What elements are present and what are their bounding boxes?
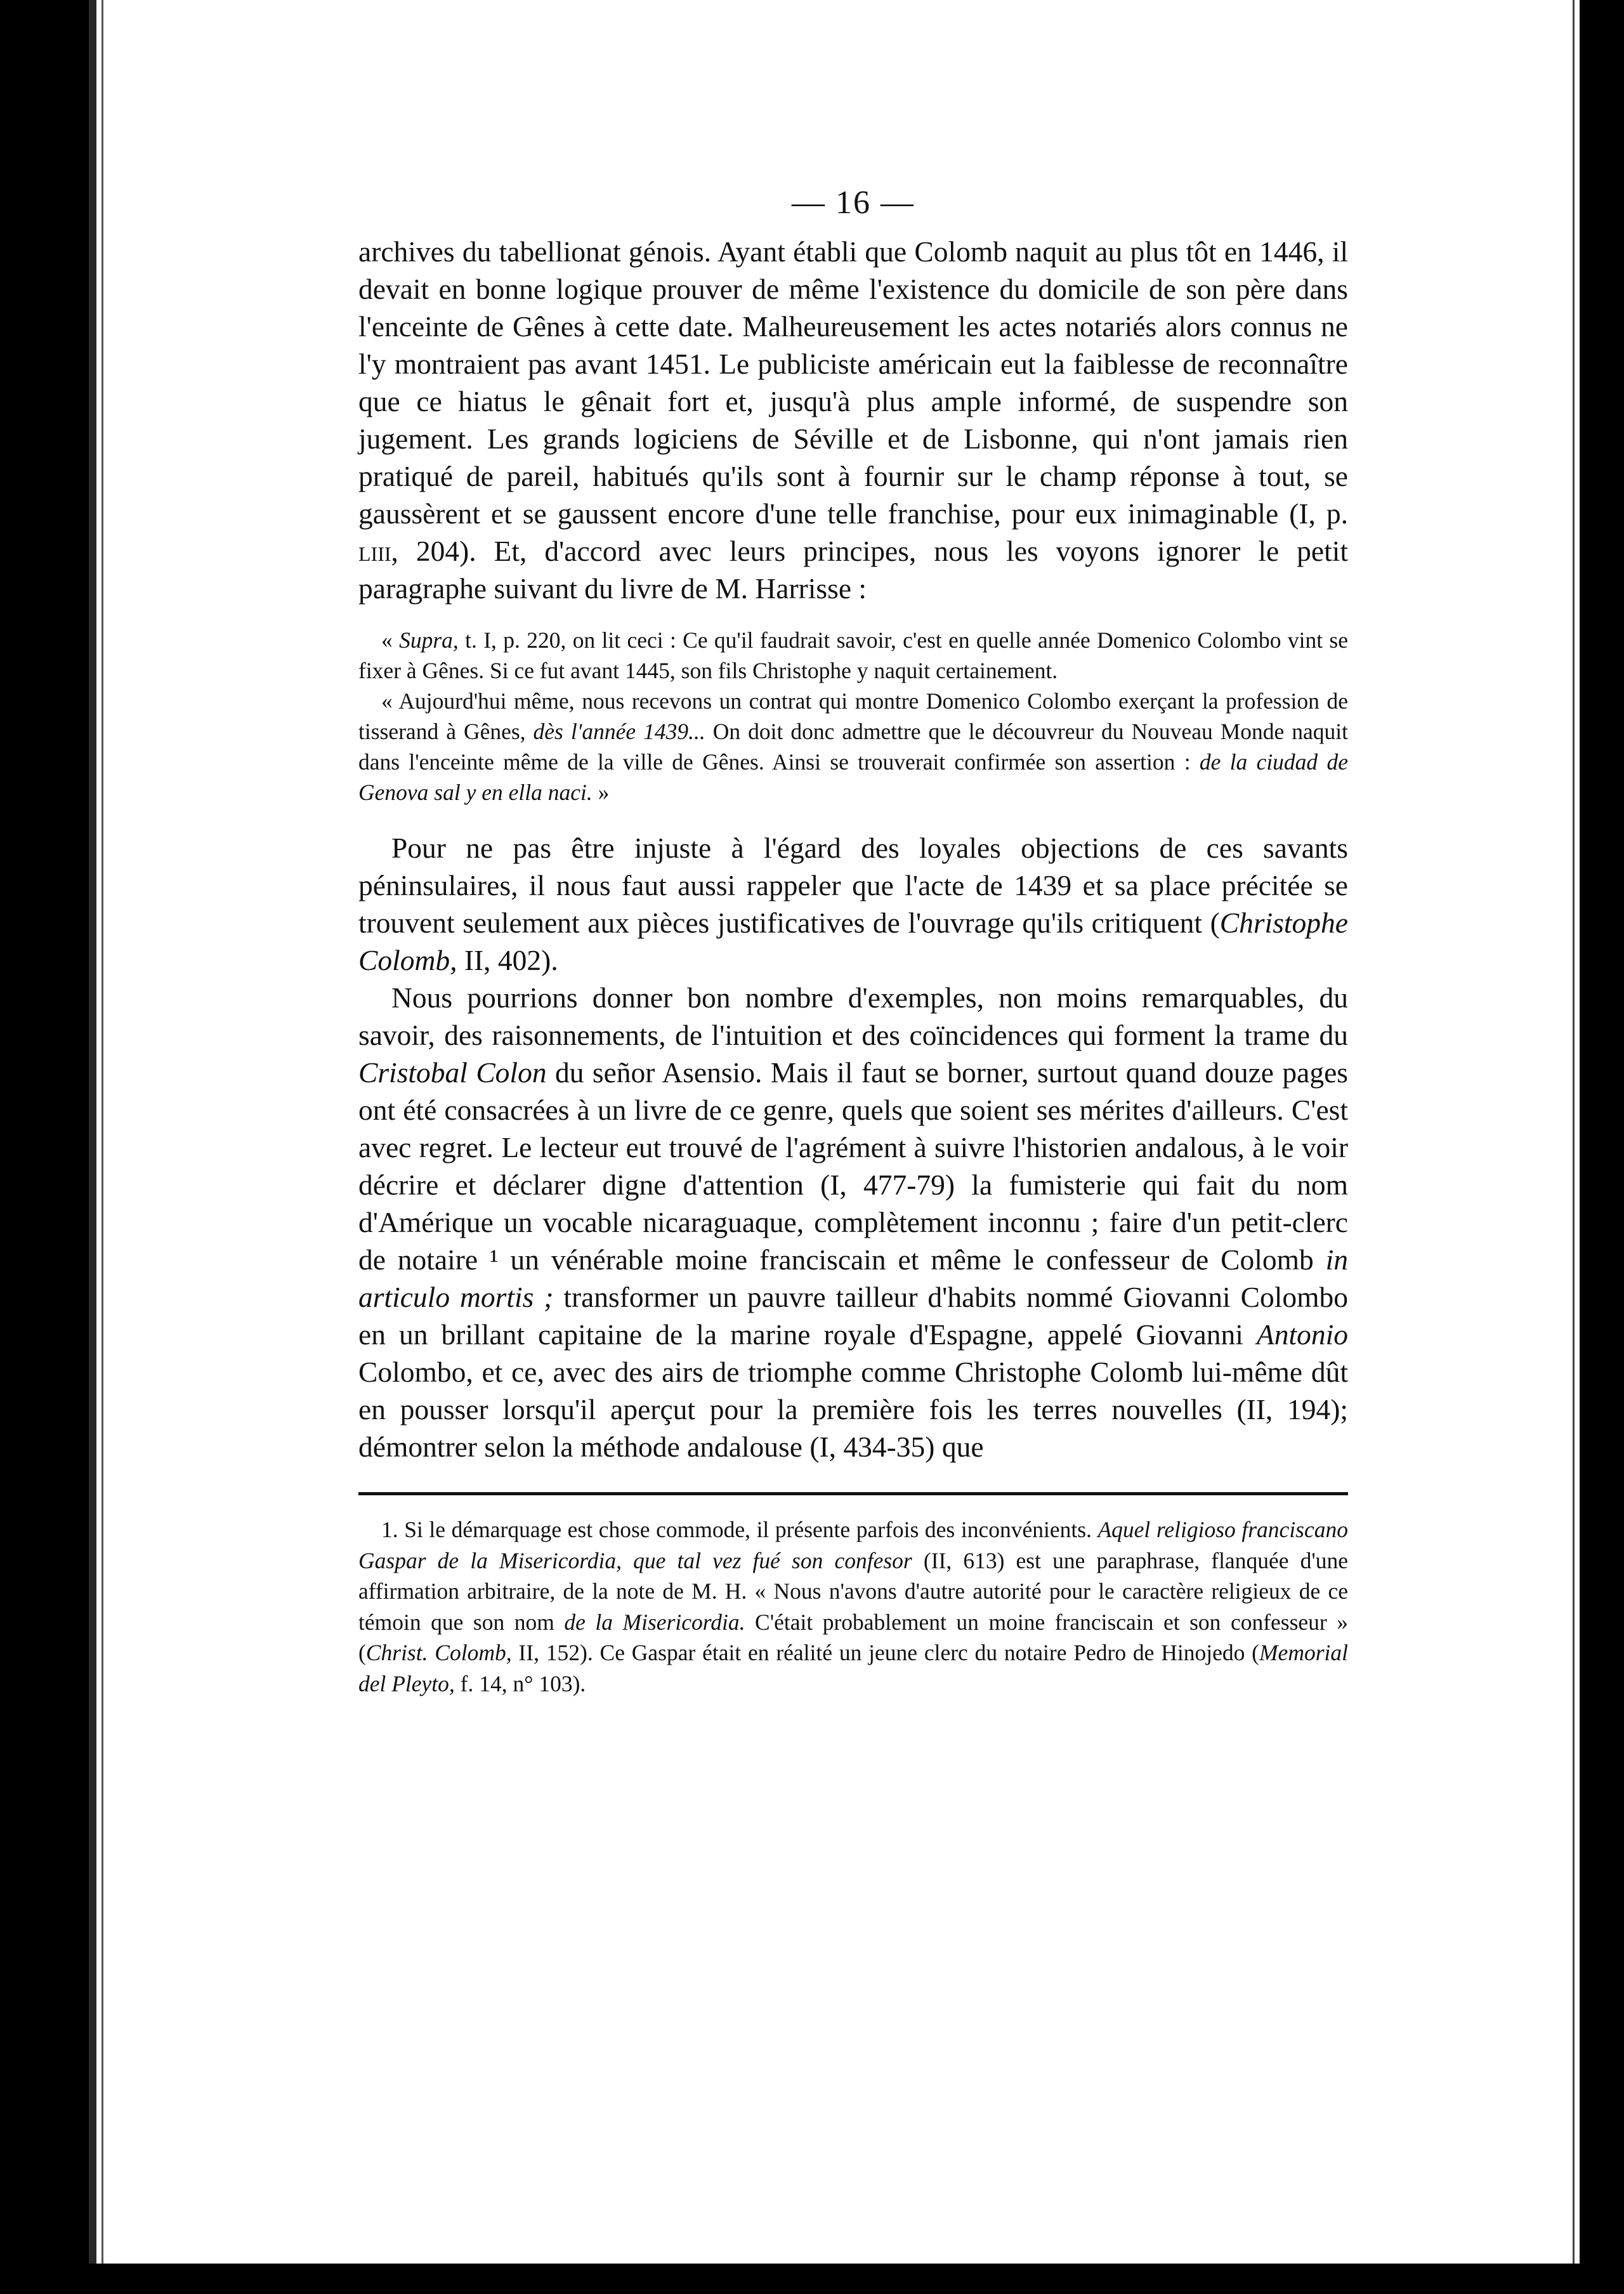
paragraph-3: Nous pourrions donner bon nombre d'exemples, non moins remarquables, du savoir, des raisonnements, de l'intuition et des coïncidences qui forment la trame du Cristobal Colon du señor Asensio. Mais il faut se borner, surtout quand douze pages ont été consacrées à un livre de ce genre, quels que soient ses mérites d'ailleurs. C'est avec regret. Le lecteur eut trouvé de l'agrément à suivre l'historien andalous, à le voir décrire et déclarer digne d'attention (I, 477-79) la fumisterie qui fait du nom d'Amérique un vocable nicaraguaque, complètement inconnu ; faire d'un petit-clerc de notaire ¹ un vénérable moine franciscain et même le confesseur de Colomb in articulo mortis ; transformer un pauvre tailleur d'habits nommé Giovanni Colombo en un brillant capitaine de la marine royale d'Espagne, appelé Giovanni Antonio Colombo, et ce, avec des airs de triomphe comme Christophe Colomb lui-même dût en pousser lorsqu'il aperçut pour la première fois les terres nouvelles (II, 194); démontrer selon la méthode andalouse (I, 434-35) que: [358, 981, 1348, 1463]
page-number: — 16 —: [792, 185, 915, 221]
document-page: [358, 184, 1348, 1699]
page-edge-left: [102, 0, 103, 2294]
footnote-rule: [358, 1492, 1348, 1495]
paragraph-3-italic-title: Cristobal Colon: [358, 1056, 547, 1089]
footnote-1: 1. Si le démarquage est chose commode, il présente parfois des inconvénients. Aquel religioso franciscano Gaspar de la Misericordia, que tal vez fué son confesor (II, 613) est une paraphrase, flanquée d'une affirmation arbitraire, de la note de M. H. « Nous n'avons d'autre autorité pour le caractère religieux de ce témoin que son nom de la Misericordia. C'était probablement un moine franciscain et son confesseur » (Christ. Colomb, II, 152). Ce Gaspar était en réalité un jeune clerc du notaire Pedro de Hinojedo (Memorial del Pleyto, f. 14, n° 103).: [358, 1517, 1349, 1696]
block-quote: [358, 625, 1348, 808]
scan-border-left-inner: [89, 0, 96, 2294]
body-text-continued: [358, 829, 1348, 1465]
paragraph-1: [358, 233, 1348, 607]
quote-italic-year: dès l'année 1439...: [533, 719, 705, 744]
paragraph-2-italic: Christophe Colomb,: [358, 907, 1348, 976]
footnote-italic-quote: Aquel religioso franciscano Gaspar de la Misericordia, que tal vez fué son confesor: [358, 1517, 1348, 1573]
quote-italic-spanish: de la ciudad de Genova sal y en ella naci.: [358, 749, 1348, 805]
paragraph-1-tail: , 204). Et, d'accord avec leurs principes, nous les voyons ignorer le petit paragraphe suivant du livre de M. Harrisse :: [358, 535, 1348, 605]
footnote: [358, 1514, 1348, 1699]
scan-border-right: [1580, 0, 1624, 2294]
quote-italic-supra: Supra,: [399, 627, 459, 653]
page-edge-right: [1573, 0, 1575, 2294]
paragraph-1-roman: lııı: [358, 535, 391, 567]
paragraph-2: Pour ne pas être injuste à l'égard des loyales objections de ces savants péninsulaires, il nous faut aussi rappeler que l'acte de 1439 et sa place précitée se trouvent seulement aux pièces justificatives de l'ouvrage qu'ils critiquent (Christophe Colomb, II, 402).: [358, 832, 1348, 976]
scan-border-bottom: [0, 2264, 1624, 2294]
paragraph-1-text: archives du tabellionat génois. Ayant établi que Colomb naquit au plus tôt en 1446, il devait en bonne logique prouver de même l'existence du domicile de son père dans l'enceinte de Gênes à cette date. Malheureusement les actes notariés alors connus ne l'y montraient pas avant 1451. Le publiciste américain eut la faiblesse de reconnaître que ce hiatus le gênait fort et, jusqu'à plus ample informé, de suspendre son jugement. Les grands logiciens de Séville et de Lisbonne, qui n'ont jamais rien pratiqué de pareil, habitués qu'ils sont à fournir sur le champ réponse à tout, se gaussèrent et se gaussent encore d'une telle franchise, pour eux inimaginable (I, p.: [358, 235, 1348, 530]
body-text: [358, 233, 1348, 607]
quote-paragraph-1: « Supra, t. I, p. 220, on lit ceci : Ce qu'il faudrait savoir, c'est en quelle année Domenico Colombo vint se fixer à Gênes. Si ce fut avant 1445, son fils Christophe y naquit certainement.: [358, 627, 1348, 683]
footnote-italic-name: de la Misericordia.: [564, 1609, 745, 1635]
scan-border-left: [0, 0, 89, 2294]
footnote-italic-memorial: Memorial del Pleyto,: [358, 1640, 1348, 1696]
paragraph-3-italic-name: Antonio: [1256, 1318, 1348, 1351]
paragraph-3-italic-latin: in articulo mortis ;: [358, 1243, 1348, 1313]
quote-paragraph-2: « Aujourd'hui même, nous recevons un contrat qui montre Domenico Colombo exerçant la profession de tisserand à Gênes, dès l'année 1439... On doit donc admettre que le découvreur du Nouveau Monde naquit dans l'enceinte même de la ville de Gênes. Ainsi se trouverait confirmée son assertion : de la ciudad de Genova sal y en ella naci. »: [358, 688, 1349, 805]
footnote-italic-book: Christ. Colomb,: [365, 1640, 512, 1665]
